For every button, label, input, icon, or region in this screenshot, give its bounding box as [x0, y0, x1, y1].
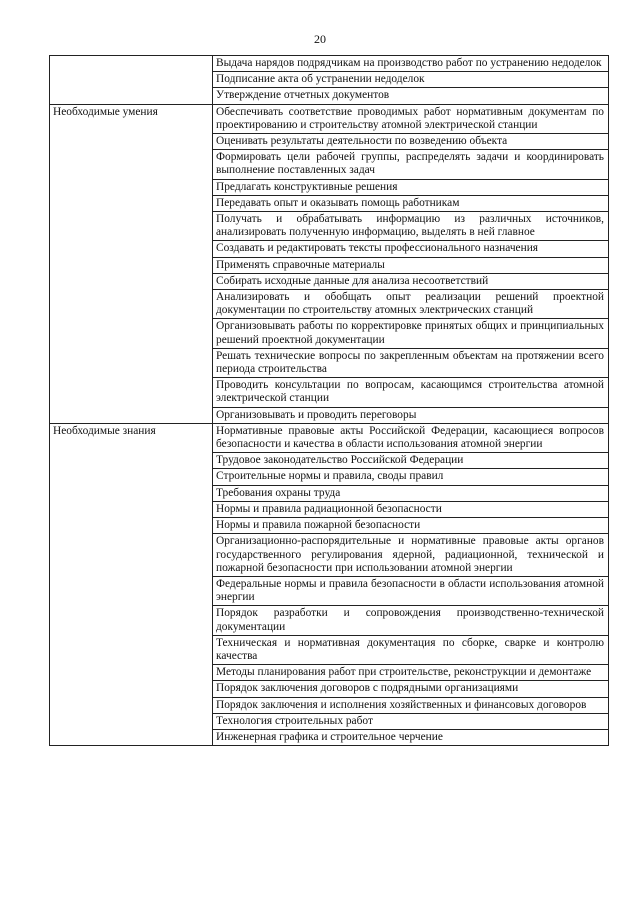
item-text: Организовывать работы по корректировке принятых общих и принципиальных решений проектной документации: [216, 320, 604, 346]
table-cell: [213, 729, 609, 745]
requirements-table: [49, 55, 609, 746]
table-cell: [213, 241, 609, 257]
table-cell: [213, 273, 609, 289]
item-text: Порядок разработки и сопровождения производственно-технической документации: [216, 607, 604, 633]
table-cell: [213, 665, 609, 681]
table-cell: [213, 88, 609, 104]
table-cell: [213, 453, 609, 469]
table-cell: [213, 501, 609, 517]
group-label: Необходимые умения: [50, 104, 213, 423]
item-text: Применять справочные материалы: [216, 258, 385, 271]
item-text: Оценивать результаты деятельности по возведению объекта: [216, 135, 508, 148]
page-number: 20: [314, 32, 326, 46]
table-cell: [213, 72, 609, 88]
table-cell: [213, 195, 609, 211]
item-text: Получать и обрабатывать информацию из различных источников, анализировать полученную информацию, выделять в ней главное: [216, 213, 604, 239]
item-text: Федеральные нормы и правила безопасности в области использования атомной энергии: [216, 577, 604, 604]
table-cell: [213, 257, 609, 273]
table-cell: [213, 518, 609, 534]
requirements-table-body: [50, 56, 609, 746]
item-text: Подписание акта об устранении недоделок: [216, 73, 425, 86]
item-text: Нормы и правила радиационной безопасности: [216, 502, 442, 515]
item-text: Проводить консультации по вопросам, касающимся строительства атомной электрической станции: [216, 379, 604, 405]
table-cell: [213, 290, 609, 319]
item-text: Обеспечивать соответствие проводимых работ нормативным документам по проектированию и строительству атомной электрической станции: [216, 105, 604, 131]
item-text: Организационно-распорядительные и нормативные правовые акты органов государственного регулирования ядерной, радиационной, технической и пожарной безопасности при использовании атомной энергии: [216, 535, 604, 574]
table-cell: [213, 681, 609, 697]
item-text: Техническая и нормативная документация по сборке, сварке и контролю качества: [216, 636, 604, 662]
item-text: Методы планирования работ при строительстве, реконструкции и демонтаже: [216, 666, 592, 679]
item-text: Трудовое законодательство Российской Федерации: [216, 454, 464, 467]
item-text: Анализировать и обобщать опыт реализации решений проектной документации по строительству атомных электрических станций: [216, 291, 604, 317]
item-text: Создавать и редактировать тексты профессионального назначения: [216, 242, 539, 255]
table-cell: [213, 378, 609, 407]
item-text: Собирать исходные данные для анализа несоответствий: [216, 274, 489, 287]
group-label: [50, 56, 213, 105]
table-cell: [213, 56, 609, 72]
table-cell: [213, 485, 609, 501]
item-text: Технология строительных работ: [216, 714, 373, 727]
item-text: Инженерная графика и строительное черчение: [216, 730, 443, 743]
item-text: Решать технические вопросы по закрепленным объектам на протяжении всего периода строительства: [216, 349, 604, 376]
table-cell: [213, 576, 609, 605]
group-label: Необходимые знания: [50, 423, 213, 745]
table-cell: [213, 150, 609, 179]
table-cell: [213, 697, 609, 713]
item-text: Передавать опыт и оказывать помощь работникам: [216, 196, 460, 209]
item-text: Порядок заключения и исполнения хозяйственных и финансовых договоров: [216, 698, 587, 711]
table-cell: [213, 713, 609, 729]
table-cell: [213, 534, 609, 577]
item-text: Организовывать и проводить переговоры: [216, 408, 417, 421]
table-cell: [213, 134, 609, 150]
item-text: Требования охраны труда: [216, 486, 341, 499]
item-text: Формировать цели рабочей группы, распределять задачи и координировать выполнение поставленных задач: [216, 151, 604, 177]
item-text: Нормы и правила пожарной безопасности: [216, 519, 421, 532]
table-cell: [213, 606, 609, 635]
item-text: Утверждение отчетных документов: [216, 89, 390, 102]
item-text: Предлагать конструктивные решения: [216, 180, 398, 193]
table-cell: [213, 319, 609, 348]
table-cell: [213, 423, 609, 452]
table-row: [50, 423, 609, 452]
table-cell: [213, 179, 609, 195]
table-cell: [213, 635, 609, 664]
item-text: Порядок заключения договоров с подрядными организациями: [216, 682, 519, 695]
table-cell: [213, 348, 609, 377]
table-cell: [213, 407, 609, 423]
table-row: [50, 56, 609, 72]
table-cell: [213, 212, 609, 241]
table-row: [50, 104, 609, 133]
table-cell: [213, 469, 609, 485]
item-text: Строительные нормы и правила, своды правил: [216, 470, 444, 483]
table-cell: [213, 104, 609, 133]
item-text: Нормативные правовые акты Российской Федерации, касающиеся вопросов безопасности и качества в области использования атомной энергии: [216, 424, 604, 451]
item-text: Выдача нарядов подрядчикам на производство работ по устранению недоделок: [216, 57, 602, 69]
